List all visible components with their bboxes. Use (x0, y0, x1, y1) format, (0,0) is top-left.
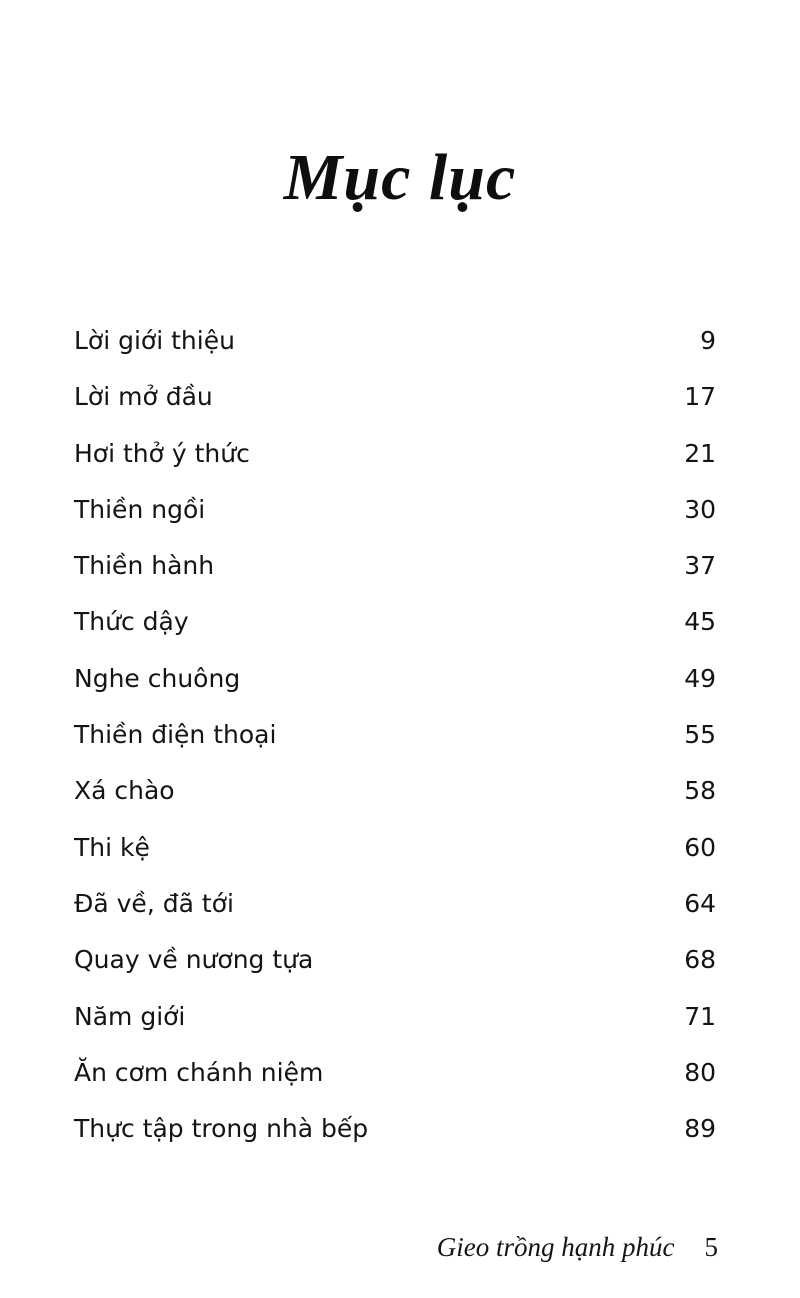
page-footer (437, 1232, 718, 1263)
toc-entry-page: 71 (684, 1001, 716, 1031)
toc-entry-label: Hơi thở ý thức (74, 438, 250, 468)
toc-entry-page: 21 (684, 438, 716, 468)
toc-entry-page: 55 (684, 720, 716, 750)
toc-entry-page: 30 (684, 494, 716, 524)
toc-entry-page: 45 (684, 607, 716, 637)
toc-entry-label: Lời giới thiệu (74, 326, 235, 355)
toc-entry-page: 37 (684, 551, 716, 581)
toc-entry[interactable] (74, 1058, 716, 1114)
toc-entry-page: 60 (684, 832, 716, 862)
toc-entry-page: 58 (684, 776, 716, 806)
toc-entry-page: 89 (684, 1114, 716, 1144)
toc-entry-label: Thiền hành (74, 551, 215, 581)
page-title: Mục lục (283, 141, 517, 214)
toc-entry-page: 80 (684, 1057, 716, 1087)
toc-entry-page: 49 (684, 663, 716, 693)
toc-entry[interactable] (74, 889, 716, 945)
toc-entry[interactable] (74, 720, 716, 776)
toc-entry[interactable] (74, 833, 716, 889)
footer-book-title: Gieo trồng hạnh phúc (436, 1232, 675, 1262)
toc-entry[interactable] (74, 664, 716, 720)
toc-entry-page: 68 (684, 945, 716, 975)
toc-entry-label: Năm giới (74, 1001, 186, 1031)
toc-entry-label: Thiền ngồi (74, 494, 206, 524)
toc-entry-label: Ăn cơm chánh niệm (74, 1057, 324, 1087)
toc-entry[interactable] (74, 439, 716, 495)
toc-entry-page: 9 (700, 326, 716, 355)
toc-entry-label: Thi kệ (74, 832, 150, 862)
toc-entry-label: Thực tập trong nhà bếp (74, 1114, 369, 1144)
toc-entry-page: 17 (684, 382, 716, 412)
table-of-contents (74, 326, 716, 1170)
toc-entry[interactable] (74, 1002, 716, 1058)
toc-entry-page: 64 (684, 888, 716, 918)
toc-entry[interactable] (74, 326, 716, 382)
toc-entry[interactable] (74, 776, 716, 832)
toc-entry[interactable] (74, 382, 716, 438)
toc-entry-label: Thiền điện thoại (74, 720, 277, 750)
toc-entry[interactable] (74, 607, 716, 663)
toc-entry[interactable] (74, 945, 716, 1001)
toc-entry-label: Đã về, đã tới (74, 888, 234, 918)
footer-page-number: 5 (704, 1232, 718, 1262)
toc-entry[interactable] (74, 551, 716, 607)
toc-entry[interactable] (74, 495, 716, 551)
toc-entry-label: Xá chào (74, 776, 175, 806)
toc-entry[interactable] (74, 1114, 716, 1170)
toc-entry-label: Nghe chuông (74, 663, 241, 693)
toc-entry-label: Thức dậy (74, 607, 189, 637)
toc-entry-label: Quay về nương tựa (74, 945, 314, 975)
toc-entry-label: Lời mở đầu (74, 382, 213, 412)
